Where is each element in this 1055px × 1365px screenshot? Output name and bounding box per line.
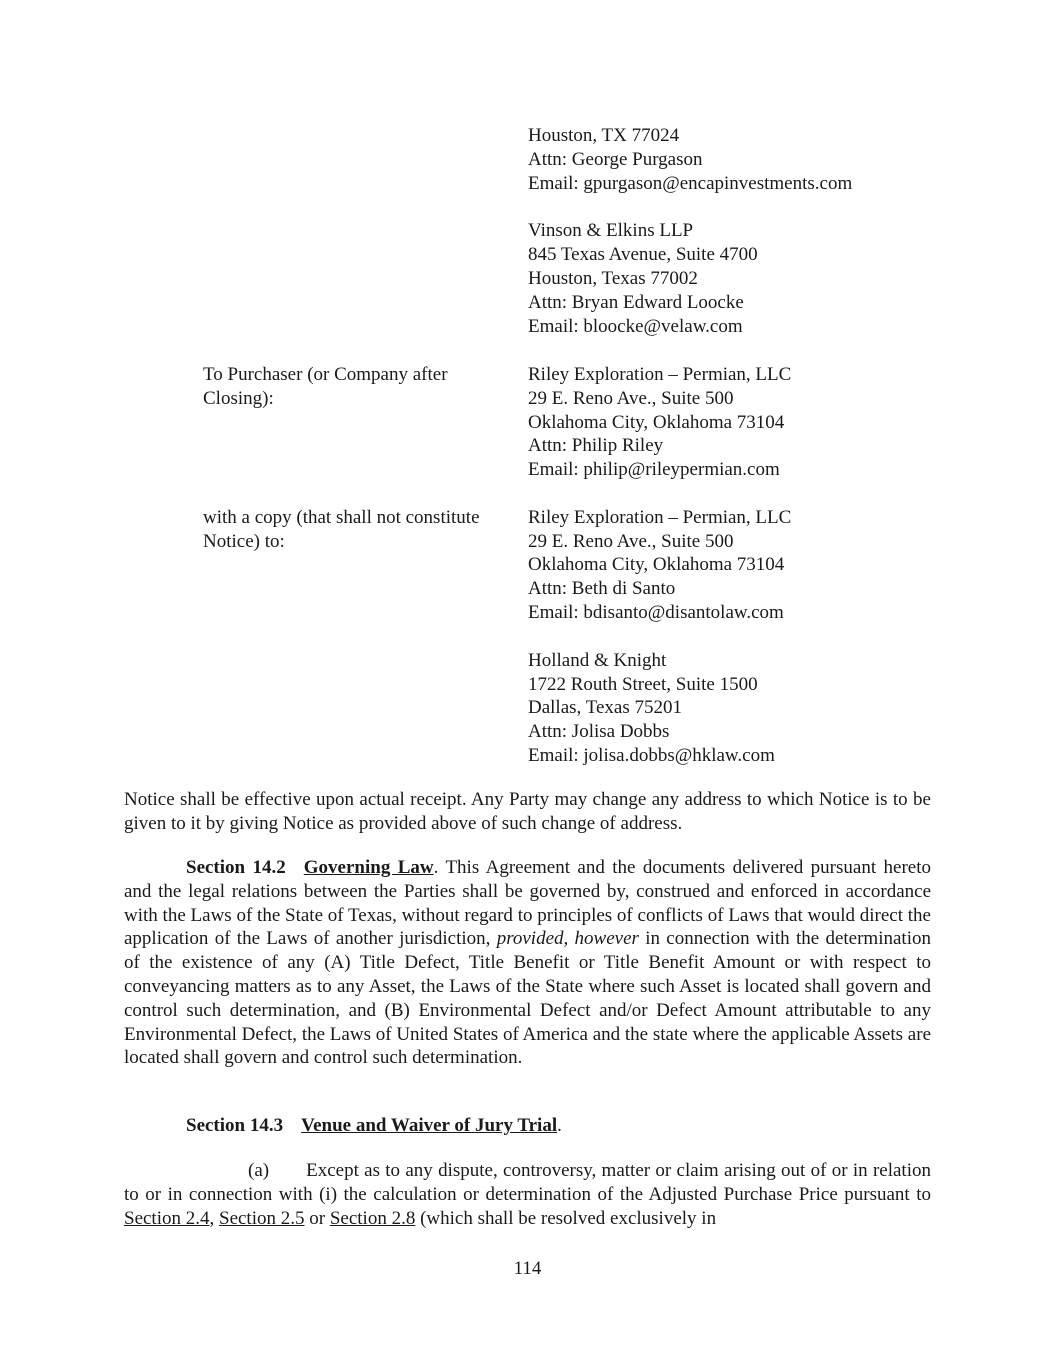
address-line: Houston, TX 77024 bbox=[528, 125, 680, 146]
section-title: Venue and Waiver of Jury Trial bbox=[301, 1115, 558, 1136]
separator: , bbox=[209, 1207, 219, 1229]
separator: or bbox=[304, 1207, 330, 1229]
subsection-a-paragraph bbox=[124, 1159, 931, 1230]
address-city: Oklahoma City, Oklahoma 73104 bbox=[528, 554, 785, 575]
page-number: 114 bbox=[513, 1258, 542, 1279]
section-title-suffix: . bbox=[557, 1115, 562, 1136]
section-14-3-heading bbox=[186, 1114, 562, 1138]
address-email: Email: bloocke@velaw.com bbox=[528, 316, 743, 337]
address-email: Email: philip@rileypermian.com bbox=[528, 459, 780, 480]
section-number: Section 14.3 bbox=[186, 1115, 284, 1136]
section-text: . This Agreement and the documents delivered pursuant hereto and the legal relations between the Parties shall be governed by, construed and enforced in accordance with the Laws of the State of Texas, without regard to principles of conflicts of Laws that would direct the application of the Laws of another jurisdiction, bbox=[124, 857, 931, 950]
section-number: Section 14.2 bbox=[186, 857, 286, 878]
address-firm: Riley Exploration – Permian, LLC bbox=[528, 364, 792, 385]
section-14-2-paragraph bbox=[124, 856, 931, 1070]
address-street: 845 Texas Avenue, Suite 4700 bbox=[528, 244, 758, 265]
address-email: Email: jolisa.dobbs@hklaw.com bbox=[528, 745, 775, 766]
address-email: Email: bdisanto@disantolaw.com bbox=[528, 602, 784, 623]
address-city: Dallas, Texas 75201 bbox=[528, 697, 682, 718]
subsection-text: (which shall be resolved exclusively in bbox=[415, 1207, 717, 1229]
address-street: 1722 Routh Street, Suite 1500 bbox=[528, 674, 758, 695]
purchaser-label: To Purchaser (or Company after bbox=[203, 364, 448, 385]
address-firm: Holland & Knight bbox=[528, 650, 667, 671]
cross-reference-link[interactable]: Section 2.8 bbox=[329, 1207, 416, 1229]
section-text: in connection with the determination of the existence of any (A) Title Defect, Title Benefit or Title Benefit Amount or with respect to conveyancing matters as to any Asset, the Laws of the State where such Asset is located shall govern and control such determination, and (B) Environmental Defect and/or Defect Amount attributable to any Environmental Defect, the Laws of United States of America and the state where the applicable Assets are located shall govern and control such determination. bbox=[124, 928, 931, 1069]
cross-reference-link[interactable]: Section 2.5 bbox=[219, 1207, 305, 1229]
address-street: 29 E. Reno Ave., Suite 500 bbox=[528, 388, 734, 409]
address-attn: Attn: Bryan Edward Loocke bbox=[528, 292, 744, 313]
address-firm: Vinson & Elkins LLP bbox=[528, 220, 694, 241]
cross-reference-link[interactable]: Section 2.4 bbox=[124, 1207, 210, 1229]
address-firm: Riley Exploration – Permian, LLC bbox=[528, 507, 792, 528]
address-city: Oklahoma City, Oklahoma 73104 bbox=[528, 412, 785, 433]
purchaser-label-cont: Closing): bbox=[203, 388, 274, 409]
copy-label-cont: Notice) to: bbox=[203, 531, 285, 552]
subsection-marker: (a) bbox=[248, 1160, 270, 1181]
subsection-text: Except as to any dispute, controversy, matter or claim arising out of or in relation to or in connection with (i) the calculation or determination of the Adjusted Purchase Price pursuant to bbox=[124, 1160, 931, 1205]
address-attn: Attn: Jolisa Dobbs bbox=[528, 721, 670, 742]
address-email: Email: gpurgason@encapinvestments.com bbox=[528, 173, 853, 194]
address-city: Houston, Texas 77002 bbox=[528, 268, 698, 289]
address-attn: Attn: Philip Riley bbox=[528, 435, 664, 456]
address-attn: Attn: George Purgason bbox=[528, 149, 703, 170]
address-attn: Attn: Beth di Santo bbox=[528, 578, 676, 599]
section-text-italic: provided, however bbox=[496, 928, 639, 950]
copy-label: with a copy (that shall not constitute bbox=[203, 507, 480, 528]
address-street: 29 E. Reno Ave., Suite 500 bbox=[528, 531, 734, 552]
notice-paragraph: Notice shall be effective upon actual receipt. Any Party may change any address to which Notice is to be given to it by giving Notice as provided above of such change of address. bbox=[124, 789, 931, 834]
section-title: Governing Law bbox=[303, 857, 434, 878]
